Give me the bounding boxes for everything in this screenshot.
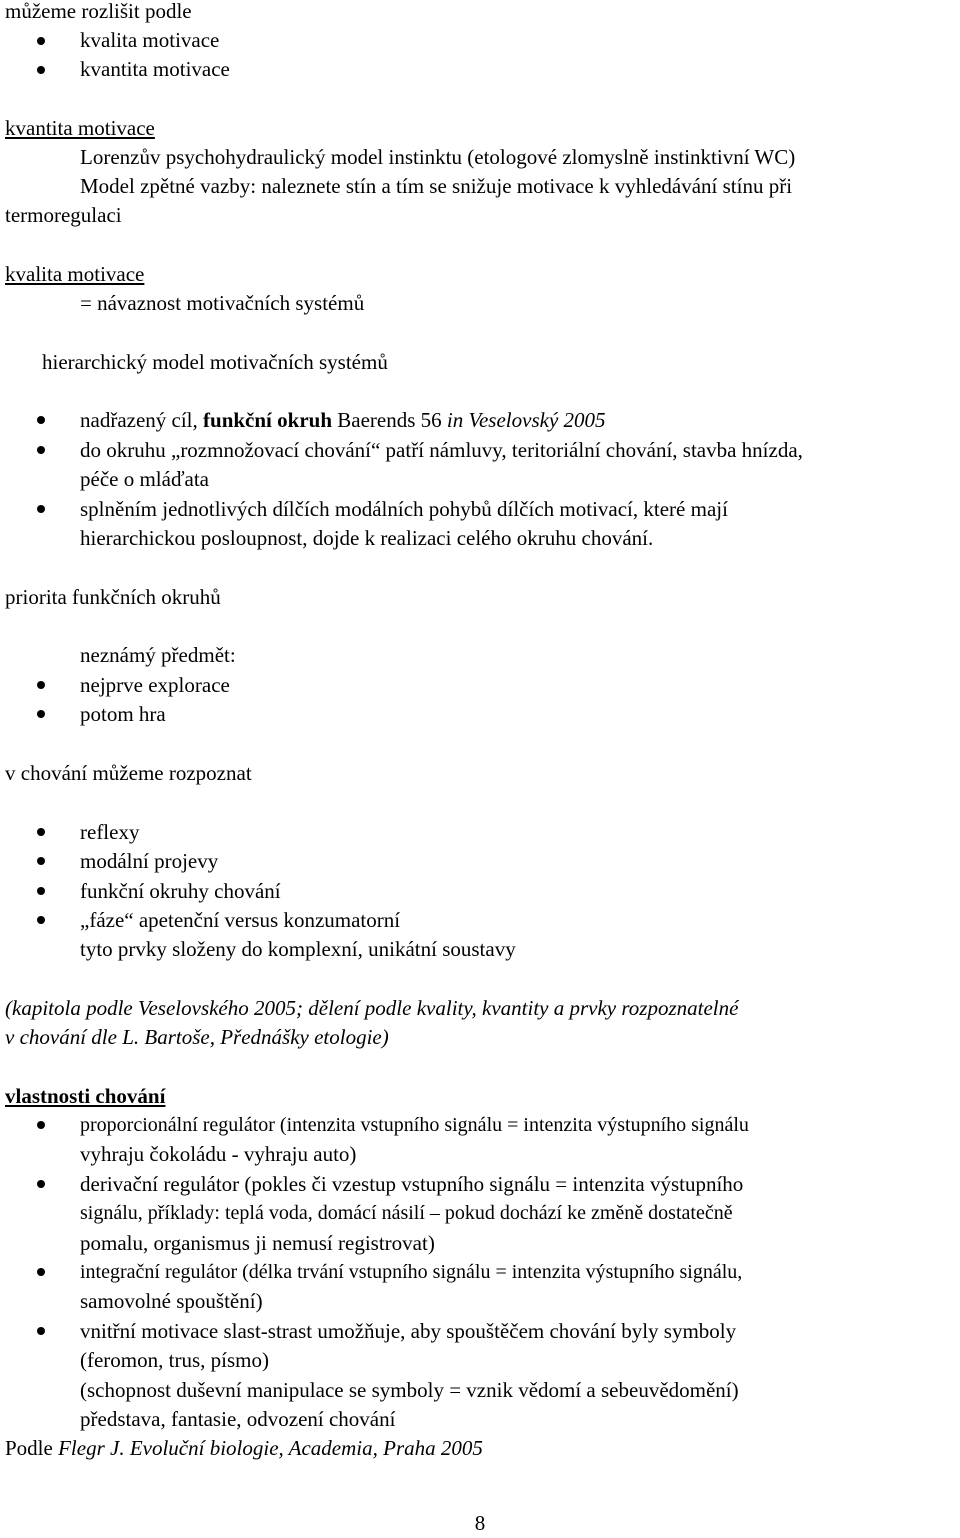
recognition-item: „fáze“ apetenční versus konzumatorní xyxy=(80,908,401,932)
quantity-line: termoregulaci xyxy=(5,203,122,227)
bullet-icon xyxy=(37,446,45,454)
bullet-icon xyxy=(37,505,45,513)
intro-text: můžeme rozlišit podle xyxy=(5,0,192,23)
bullet-icon xyxy=(37,887,45,895)
hierarchy-bullet: splněním jednotlivých dílčích modálních pohybů dílčích motivací, které mají xyxy=(80,497,728,521)
priority-heading: priorita funkčních okruhů xyxy=(5,585,221,609)
intro-list-item: kvantita motivace xyxy=(80,57,230,81)
properties-item-cont: (schopnost duševní manipulace se symboly = vznik vědomí a sebeuvědomění) xyxy=(80,1378,739,1402)
hierarchy-bullet-cont: hierarchickou posloupnost, dojde k realizaci celého okruhu chování. xyxy=(80,526,654,550)
properties-item: integrační regulátor (délka trvání vstupního signálu = intenzita výstupního signálu, xyxy=(80,1261,743,1283)
properties-item-cont: signálu, příklady: teplá voda, domácí násilí – pokud dochází ke změně dostatečně xyxy=(80,1202,733,1224)
bullet-icon xyxy=(37,416,45,424)
bullet-icon xyxy=(37,681,45,689)
properties-item-cont: vyhraju čokoládu - vyhraju auto) xyxy=(80,1142,357,1166)
priority-subheading: neznámý předmět: xyxy=(80,643,236,667)
quantity-heading: kvantita motivace xyxy=(5,116,155,140)
hierarchy-heading: hierarchický model motivačních systémů xyxy=(42,350,388,374)
hierarchy-bullet-cont: péče o mláďata xyxy=(80,467,210,491)
properties-item-cont: (feromon, trus, písmo) xyxy=(80,1348,269,1372)
properties-item-cont: představa, fantasie, odvození chování xyxy=(80,1407,396,1431)
properties-item: derivační regulátor (pokles či vzestup vstupního signálu = intenzita výstupního xyxy=(80,1172,744,1196)
hierarchy-bullet xyxy=(80,406,606,435)
priority-item: nejprve explorace xyxy=(80,673,230,697)
bullet-icon xyxy=(37,857,45,865)
quantity-line: Lorenzův psychohydraulický model instinktu (etologové zlomyslně instinktivní WC) xyxy=(80,145,796,169)
hierarchy-bullet-text: Baerends 56 xyxy=(332,408,447,432)
bullet-icon xyxy=(37,710,45,718)
quantity-line: Model zpětné vazby: naleznete stín a tím se snižuje motivace k vyhledávání stínu při xyxy=(80,174,793,198)
hierarchy-bullet-text: nadřazený cíl, xyxy=(80,408,204,432)
properties-heading: vlastnosti chování xyxy=(5,1084,166,1108)
quality-heading: kvalita motivace xyxy=(5,262,145,286)
chapter-citation: v chování dle L. Bartoše, Přednášky etologie) xyxy=(5,1025,389,1049)
source-prefix: Podle xyxy=(5,1436,59,1460)
bullet-icon xyxy=(37,37,45,45)
recognition-item: reflexy xyxy=(80,820,140,844)
source-citation xyxy=(5,1434,483,1463)
source-reference: Flegr J. Evoluční biologie, Academia, Praha 2005 xyxy=(58,1436,483,1460)
page-number: 8 xyxy=(474,1511,486,1535)
hierarchy-bullet-bold: funkční okruh xyxy=(203,408,333,432)
recognition-note: tyto prvky složeny do komplexní, unikátní soustavy xyxy=(80,937,516,961)
bullet-icon xyxy=(37,1327,45,1335)
properties-item-cont: pomalu, organismus ji nemusí registrovat) xyxy=(80,1231,435,1255)
priority-item: potom hra xyxy=(80,702,166,726)
bullet-icon xyxy=(37,828,45,836)
chapter-citation: (kapitola podle Veselovského 2005; dělení podle kvality, kvantity a prvky rozpoznatelné xyxy=(5,996,739,1020)
recognition-item: funkční okruhy chování xyxy=(80,879,281,903)
bullet-icon xyxy=(37,1121,45,1129)
hierarchy-bullet: do okruhu „rozmnožovací chování“ patří námluvy, teritoriální chování, stavba hnízda, xyxy=(80,438,803,462)
properties-item: vnitřní motivace slast-strast umožňuje, aby spouštěčem chování byly symboly xyxy=(80,1319,737,1343)
bullet-icon xyxy=(37,1180,45,1188)
bullet-icon xyxy=(37,66,45,74)
intro-list-item: kvalita motivace xyxy=(80,28,220,52)
hierarchy-bullet-citation: in Veselovský 2005 xyxy=(446,408,606,432)
properties-item-cont: samovolné spouštění) xyxy=(80,1289,263,1313)
recognition-item: modální projevy xyxy=(80,849,219,873)
recognition-heading: v chování můžeme rozpoznat xyxy=(5,761,252,785)
bullet-icon xyxy=(37,1268,45,1276)
bullet-icon xyxy=(37,916,45,924)
properties-item: proporcionální regulátor (intenzita vstupního signálu = intenzita výstupního signálu xyxy=(80,1114,749,1136)
quality-line: = návaznost motivačních systémů xyxy=(80,291,365,315)
